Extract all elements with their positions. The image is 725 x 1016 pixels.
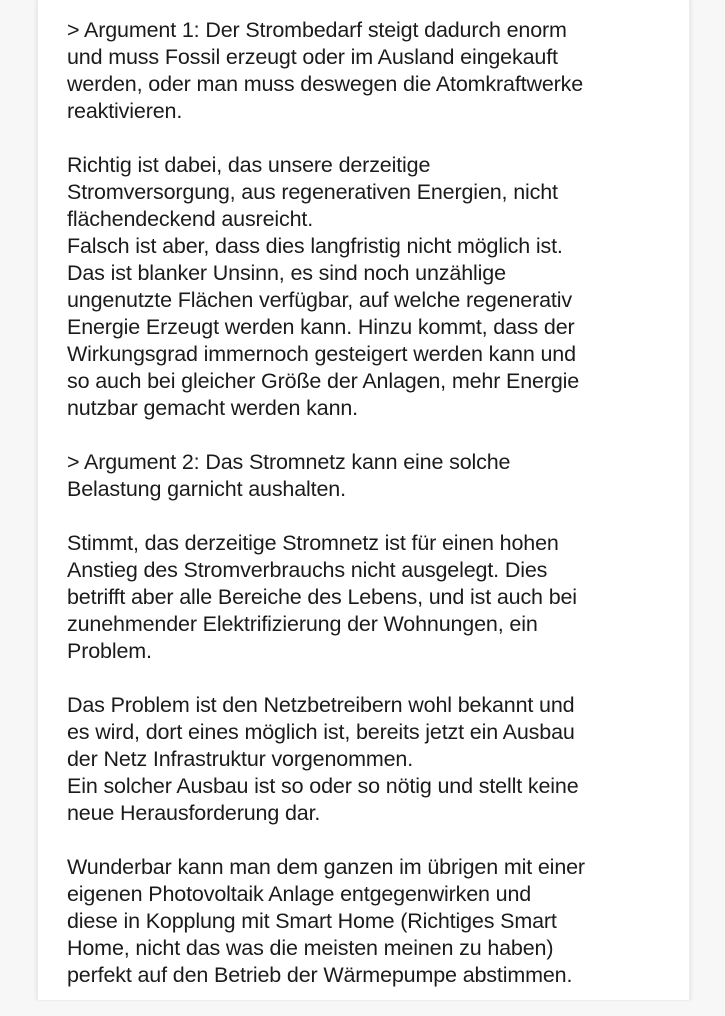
paragraph-response-2a bbox=[67, 530, 677, 665]
text-line: Wunderbar kann man dem ganzen im übrigen mit einer bbox=[67, 855, 585, 879]
text-line: werden, oder man muss deswegen die Atomkraftwerke bbox=[67, 72, 584, 96]
text-line: Stromversorgung, aus regenerativen Energien, nicht bbox=[67, 180, 558, 204]
text-line: Das ist blanker Unsinn, es sind noch unzählige bbox=[67, 261, 506, 285]
text-line: Stimmt, das derzeitige Stromnetz ist für einen hohen bbox=[67, 531, 559, 555]
text-line: Richtig ist dabei, das unsere derzeitige bbox=[67, 153, 431, 177]
paragraph-argument-2 bbox=[67, 449, 677, 503]
text-line: Ein solcher Ausbau ist so oder so nötig und stellt keine bbox=[67, 774, 579, 798]
text-line: zunehmender Elektrifizierung der Wohnungen, ein bbox=[67, 612, 538, 636]
text-line: > Argument 2: Das Stromnetz kann eine solche bbox=[67, 450, 511, 474]
text-line: und muss Fossil erzeugt oder im Ausland eingekauft bbox=[67, 45, 558, 69]
text-line: Home, nicht das was die meisten meinen zu haben) bbox=[67, 936, 554, 960]
text-line: diese in Kopplung mit Smart Home (Richtiges Smart bbox=[67, 909, 557, 933]
paragraph-argument-1 bbox=[67, 17, 677, 125]
text-line: Problem. bbox=[67, 639, 152, 663]
text-line: Anstieg des Stromverbrauchs nicht ausgelegt. Dies bbox=[67, 558, 548, 582]
text-line: es wird, dort eines möglich ist, bereits jetzt ein Ausbau bbox=[67, 720, 575, 744]
text-line: Das Problem ist den Netzbetreibern wohl bekannt und bbox=[67, 693, 575, 717]
text-line: flächendeckend ausreicht. bbox=[67, 207, 314, 231]
text-line: eigenen Photovoltaik Anlage entgegenwirken und bbox=[67, 882, 532, 906]
paragraph-response-1 bbox=[67, 152, 677, 422]
text-line: ungenutzte Flächen verfügbar, auf welche regenerativ bbox=[67, 288, 572, 312]
paragraph-conclusion bbox=[67, 854, 677, 989]
text-line: betrifft aber alle Bereiche des Lebens, und ist auch bei bbox=[67, 585, 577, 609]
text-line: der Netz Infrastruktur vorgenommen. bbox=[67, 747, 414, 771]
text-line: Wirkungsgrad immernoch gesteigert werden kann und bbox=[67, 342, 576, 366]
post-body bbox=[67, 17, 677, 1016]
paragraph-response-2b bbox=[67, 692, 677, 827]
text-line: > Argument 1: Der Strombedarf steigt dadurch enorm bbox=[67, 18, 567, 42]
text-line: Energie Erzeugt werden kann. Hinzu kommt, dass der bbox=[67, 315, 575, 339]
text-line: reaktivieren. bbox=[67, 99, 183, 123]
text-line: neue Herausforderung dar. bbox=[67, 801, 321, 825]
text-line: perfekt auf den Betrieb der Wärmepumpe abstimmen. bbox=[67, 963, 573, 987]
text-line: so auch bei gleicher Größe der Anlagen, mehr Energie bbox=[67, 369, 580, 393]
text-line: nutzbar gemacht werden kann. bbox=[67, 396, 359, 420]
text-line: Belastung garnicht aushalten. bbox=[67, 477, 346, 501]
text-line: Falsch ist aber, dass dies langfristig nicht möglich ist. bbox=[67, 234, 563, 258]
post-card bbox=[37, 0, 690, 1000]
